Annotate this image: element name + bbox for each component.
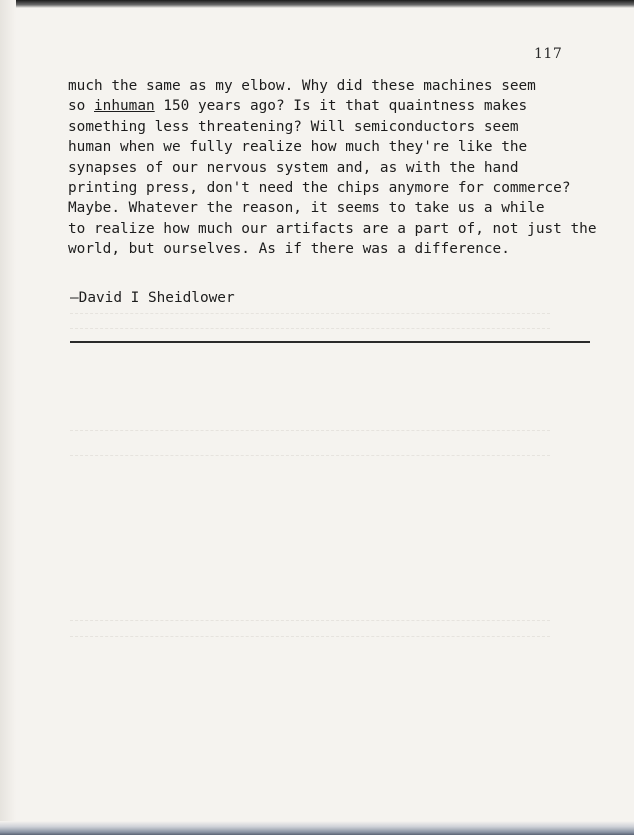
bleed-through-dash <box>70 620 550 621</box>
section-divider <box>70 341 590 343</box>
text-line: something less threatening? Will semiconductors seem <box>68 118 519 135</box>
scan-edge-bottom <box>0 821 634 835</box>
text-fragment: so <box>68 98 94 115</box>
scan-edge-left <box>0 0 16 835</box>
bleed-through-dash <box>70 636 550 637</box>
bleed-through-dash <box>70 430 550 431</box>
author-signature: —David I Sheidlower <box>70 290 235 306</box>
underlined-word: inhuman <box>94 98 155 115</box>
text-line <box>68 96 578 116</box>
bleed-through-dash <box>70 455 550 456</box>
bleed-through-dash <box>70 313 550 314</box>
bleed-through-dash <box>70 328 550 329</box>
text-line: Maybe. Whatever the reason, it seems to take us a while <box>68 200 545 217</box>
essay-paragraph <box>68 76 597 260</box>
scan-edge-top <box>0 0 634 8</box>
text-line: much the same as my elbow. Why did these machines seem <box>68 78 536 94</box>
page-number: 117 <box>534 46 563 62</box>
text-line: to realize how much our artifacts are a part of, not just the <box>68 220 597 237</box>
text-line: human when we fully realize how much they're like the <box>68 139 528 156</box>
text-line: printing press, don't need the chips anymore for commerce? <box>68 180 571 197</box>
text-line: world, but ourselves. As if there was a difference. <box>68 241 510 258</box>
text-fragment: 150 years ago? Is it that quaintness makes <box>154 98 528 115</box>
text-line: synapses of our nervous system and, as with the hand <box>68 159 519 176</box>
